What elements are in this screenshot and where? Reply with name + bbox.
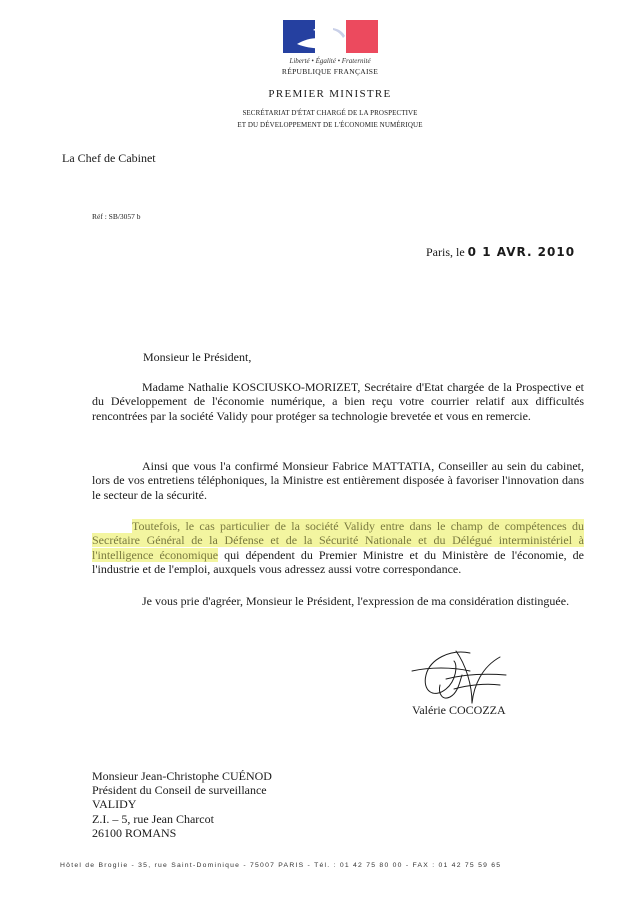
paragraph-3-text: qui dépendent du Premier Ministre et du Ministère de l'économie, de l'industrie et de l'emploi, auxquels vous adressez aussi votre correspondance. [92, 547, 584, 577]
highlighted-passage: Toutefois, le cas particulier de la société Validy entre dans le champ de compétences du Secrétaire Général de la Défense et de la Sécurité Nationale et du Délégué interministériel à l'intelligence économique [92, 519, 584, 562]
republic-motto: Liberté • Égalité • Fraternité [289, 57, 371, 65]
recipient-name: Monsieur Jean-Christophe CUÉNOD [92, 769, 272, 783]
recipient-address [92, 769, 392, 840]
office-title: PREMIER MINISTRE [268, 88, 392, 100]
secretariat-line-2: ET DU DÉVELOPPEMENT DE L'ÉCONOMIE NUMÉRIQUE [237, 121, 423, 129]
footer-contact: Hôtel de Broglie - 35, rue Saint-Dominique - 75007 PARIS - Tél. : 01 42 75 80 00 - FAX : 01 42 75 59 65 [60, 862, 502, 869]
recipient-title: Président du Conseil de surveillance [92, 783, 267, 798]
marianne-logo [283, 20, 378, 53]
paragraph-3 [92, 519, 584, 577]
republic-name: RÉPUBLIQUE FRANÇAISE [281, 67, 379, 76]
date-stamp: 0 1 AVR. 2010 [467, 245, 576, 259]
date-prefix: Paris, le [426, 245, 465, 259]
secretariat-line-1: SECRÉTARIAT D'ÉTAT CHARGÉ DE LA PROSPECTIVE [242, 109, 418, 117]
signatory-name: Valérie COCOZZA [412, 703, 506, 717]
paragraph-1 [92, 380, 584, 423]
paragraph-2 [92, 459, 584, 502]
paragraph-1-text: Madame Nathalie KOSCIUSKO-MORIZET, Secrétaire d'Etat chargée de la Prospective et du Développement de l'économie numérique, a bien reçu votre courrier relatif aux difficultés rencontrées par la société Validy pour protéger sa technologie brevetée et vous en remercie. [92, 380, 584, 423]
paragraph-2-text: Ainsi que vous l'a confirmé Monsieur Fabrice MATTATIA, Conseiller au sein du cabinet, lors de vos entretiens téléphoniques, la Ministre est entièrement disposée à favoriser l'innovation dans le secteur de la sécurité. [92, 459, 584, 502]
letter-date [426, 245, 575, 260]
paragraph-4 [92, 594, 584, 608]
recipient-city: 26100 ROMANS [92, 825, 177, 840]
marianne-profile-icon [283, 20, 378, 53]
recipient-street: Z.I. – 5, rue Jean Charcot [92, 811, 214, 826]
recipient-company: VALIDY [92, 797, 137, 812]
reference-number: Réf : SB/3057 b [92, 212, 141, 221]
paragraph-4-text: Je vous prie d'agréer, Monsieur le Président, l'expression de ma considération distinguée. [142, 594, 570, 608]
sender-title: La Chef de Cabinet [62, 151, 156, 165]
secretariat-name [150, 107, 510, 131]
salutation: Monsieur le Président, [143, 350, 252, 364]
